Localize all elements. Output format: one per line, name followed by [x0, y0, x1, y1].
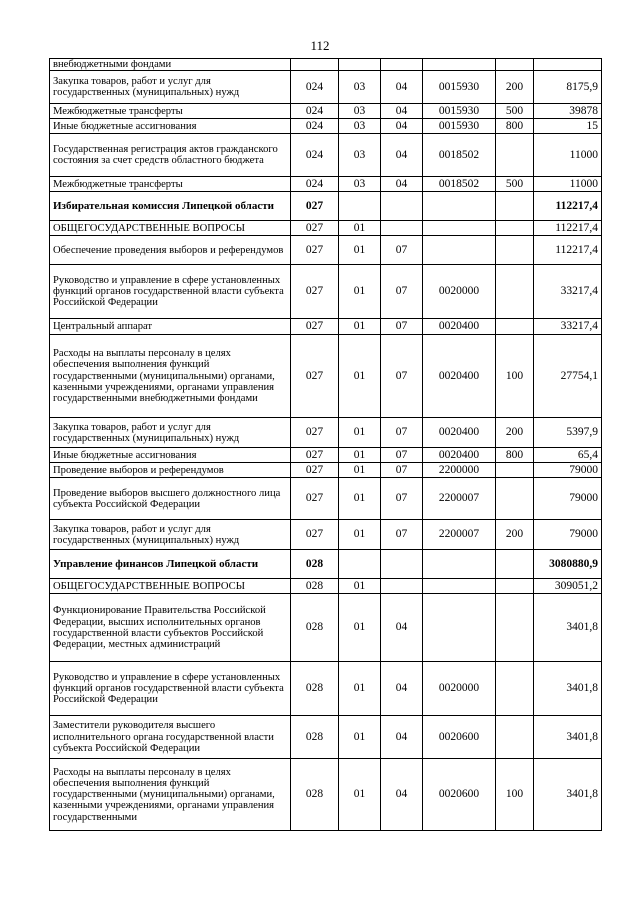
cell-amount: 79000 — [534, 478, 602, 520]
cell-name: Расходы на выплаты персоналу в целях обеспечения выполнения функций государственными (муниципальными) органами, казенными учреждениями, органами управления государственными внебюджетными фондами — [50, 335, 291, 418]
cell-ved: 027 — [291, 265, 339, 319]
cell-vr — [496, 550, 534, 579]
budget-table — [49, 58, 602, 831]
cell-amount — [534, 59, 602, 71]
cell-amount: 112217,4 — [534, 192, 602, 221]
cell-amount: 112217,4 — [534, 221, 602, 236]
cell-name: Избирательная комиссия Липецкой области — [50, 192, 291, 221]
cell-pr: 04 — [381, 119, 423, 134]
cell-rz: 01 — [339, 265, 381, 319]
cell-csr — [423, 192, 496, 221]
cell-name: Иные бюджетные ассигнования — [50, 448, 291, 463]
cell-ved: 028 — [291, 716, 339, 759]
table-row — [50, 59, 602, 71]
cell-rz: 01 — [339, 759, 381, 831]
cell-vr — [496, 236, 534, 265]
cell-rz: 01 — [339, 319, 381, 335]
cell-pr — [381, 579, 423, 594]
cell-name: Иные бюджетные ассигнования — [50, 119, 291, 134]
cell-csr: 0020000 — [423, 662, 496, 716]
cell-amount: 309051,2 — [534, 579, 602, 594]
cell-csr: 0015930 — [423, 119, 496, 134]
cell-ved: 027 — [291, 319, 339, 335]
cell-ved: 027 — [291, 192, 339, 221]
cell-vr: 100 — [496, 759, 534, 831]
cell-pr: 07 — [381, 463, 423, 478]
cell-ved: 027 — [291, 236, 339, 265]
cell-name: Центральный аппарат — [50, 319, 291, 335]
table-row — [50, 236, 602, 265]
cell-rz: 01 — [339, 716, 381, 759]
cell-name: Межбюджетные трансферты — [50, 177, 291, 192]
cell-vr — [496, 192, 534, 221]
cell-ved: 024 — [291, 71, 339, 104]
cell-csr — [423, 550, 496, 579]
cell-pr — [381, 221, 423, 236]
cell-rz: 03 — [339, 104, 381, 119]
cell-amount: 11000 — [534, 177, 602, 192]
cell-vr — [496, 478, 534, 520]
cell-vr — [496, 662, 534, 716]
cell-vr: 200 — [496, 71, 534, 104]
cell-amount: 15 — [534, 119, 602, 134]
cell-pr: 07 — [381, 236, 423, 265]
table-row — [50, 463, 602, 478]
cell-csr — [423, 59, 496, 71]
table-row — [50, 265, 602, 319]
cell-rz: 01 — [339, 594, 381, 662]
cell-rz: 01 — [339, 520, 381, 550]
cell-csr: 0020400 — [423, 319, 496, 335]
cell-csr: 0020600 — [423, 716, 496, 759]
cell-rz: 01 — [339, 463, 381, 478]
cell-name: Управление финансов Липецкой области — [50, 550, 291, 579]
cell-csr: 2200007 — [423, 478, 496, 520]
cell-ved: 028 — [291, 550, 339, 579]
cell-name: ОБЩЕГОСУДАРСТВЕННЫЕ ВОПРОСЫ — [50, 221, 291, 236]
cell-amount: 3401,8 — [534, 759, 602, 831]
cell-rz: 01 — [339, 448, 381, 463]
cell-vr: 500 — [496, 104, 534, 119]
cell-amount: 3401,8 — [534, 716, 602, 759]
cell-name: Закупка товаров, работ и услуг для государственных (муниципальных) нужд — [50, 71, 291, 104]
table-row — [50, 759, 602, 831]
cell-rz: 03 — [339, 71, 381, 104]
cell-ved: 027 — [291, 448, 339, 463]
cell-vr: 100 — [496, 335, 534, 418]
cell-vr — [496, 134, 534, 177]
cell-name: ОБЩЕГОСУДАРСТВЕННЫЕ ВОПРОСЫ — [50, 579, 291, 594]
cell-rz: 01 — [339, 662, 381, 716]
cell-ved: 027 — [291, 478, 339, 520]
cell-csr: 0020600 — [423, 759, 496, 831]
cell-vr — [496, 221, 534, 236]
cell-ved: 024 — [291, 119, 339, 134]
cell-pr: 04 — [381, 716, 423, 759]
cell-pr: 07 — [381, 520, 423, 550]
table-row — [50, 478, 602, 520]
cell-pr — [381, 192, 423, 221]
cell-name: Обеспечение проведения выборов и референдумов — [50, 236, 291, 265]
table-row — [50, 134, 602, 177]
cell-ved: 028 — [291, 759, 339, 831]
budget-table-body — [50, 59, 602, 831]
cell-pr: 04 — [381, 759, 423, 831]
cell-ved: 028 — [291, 579, 339, 594]
cell-ved: 028 — [291, 662, 339, 716]
cell-pr: 04 — [381, 134, 423, 177]
cell-vr — [496, 594, 534, 662]
cell-csr: 0018502 — [423, 134, 496, 177]
cell-pr: 04 — [381, 662, 423, 716]
cell-csr: 0015930 — [423, 104, 496, 119]
cell-amount: 65,4 — [534, 448, 602, 463]
cell-ved: 027 — [291, 221, 339, 236]
cell-rz — [339, 59, 381, 71]
cell-vr: 500 — [496, 177, 534, 192]
cell-ved — [291, 59, 339, 71]
cell-csr — [423, 594, 496, 662]
table-row — [50, 662, 602, 716]
cell-pr: 04 — [381, 177, 423, 192]
cell-amount: 3401,8 — [534, 662, 602, 716]
table-row — [50, 192, 602, 221]
cell-pr — [381, 59, 423, 71]
cell-csr — [423, 221, 496, 236]
cell-ved: 027 — [291, 520, 339, 550]
table-row — [50, 594, 602, 662]
cell-csr: 2200000 — [423, 463, 496, 478]
cell-csr: 0020400 — [423, 418, 496, 448]
table-row — [50, 177, 602, 192]
cell-rz — [339, 550, 381, 579]
table-row — [50, 335, 602, 418]
cell-rz: 01 — [339, 478, 381, 520]
cell-pr: 07 — [381, 319, 423, 335]
cell-name: Заместители руководителя высшего исполнительного органа государственной власти субъекта Российской Федерации — [50, 716, 291, 759]
cell-csr: 0020000 — [423, 265, 496, 319]
cell-amount: 33217,4 — [534, 265, 602, 319]
cell-pr: 07 — [381, 478, 423, 520]
cell-name: внебюджетными фондами — [50, 59, 291, 71]
cell-csr: 0020400 — [423, 448, 496, 463]
cell-amount: 112217,4 — [534, 236, 602, 265]
cell-csr: 0020400 — [423, 335, 496, 418]
table-row — [50, 221, 602, 236]
cell-amount: 8175,9 — [534, 71, 602, 104]
table-row — [50, 550, 602, 579]
cell-amount: 39878 — [534, 104, 602, 119]
cell-ved: 027 — [291, 418, 339, 448]
cell-amount: 3080880,9 — [534, 550, 602, 579]
cell-csr: 0015930 — [423, 71, 496, 104]
cell-name: Государственная регистрация актов гражданского состояния за счет средств областного бюджета — [50, 134, 291, 177]
cell-csr: 0018502 — [423, 177, 496, 192]
cell-amount: 79000 — [534, 463, 602, 478]
cell-amount: 33217,4 — [534, 319, 602, 335]
cell-vr — [496, 463, 534, 478]
cell-rz: 03 — [339, 119, 381, 134]
table-row — [50, 104, 602, 119]
cell-vr — [496, 59, 534, 71]
cell-ved: 027 — [291, 463, 339, 478]
cell-amount: 3401,8 — [534, 594, 602, 662]
cell-amount: 11000 — [534, 134, 602, 177]
cell-vr: 800 — [496, 119, 534, 134]
cell-csr: 2200007 — [423, 520, 496, 550]
cell-pr: 07 — [381, 448, 423, 463]
cell-rz: 01 — [339, 236, 381, 265]
cell-vr — [496, 579, 534, 594]
table-row — [50, 71, 602, 104]
cell-ved: 024 — [291, 134, 339, 177]
cell-ved: 028 — [291, 594, 339, 662]
table-row — [50, 418, 602, 448]
cell-name: Закупка товаров, работ и услуг для государственных (муниципальных) нужд — [50, 418, 291, 448]
table-row — [50, 520, 602, 550]
cell-pr — [381, 550, 423, 579]
cell-rz: 01 — [339, 418, 381, 448]
cell-ved: 024 — [291, 104, 339, 119]
table-row — [50, 716, 602, 759]
cell-amount: 27754,1 — [534, 335, 602, 418]
cell-name: Расходы на выплаты персоналу в целях обеспечения выполнения функций государственными (муниципальными) органами, казенными учреждениями, органами управления государственными — [50, 759, 291, 831]
cell-name: Руководство и управление в сфере установленных функций органов государственной власти субъекта Российской Федерации — [50, 265, 291, 319]
cell-rz: 01 — [339, 221, 381, 236]
cell-rz: 01 — [339, 335, 381, 418]
cell-name: Функционирование Правительства Российской Федерации, высших исполнительных органов государственной власти субъектов Российской Федерации, местных администраций — [50, 594, 291, 662]
cell-name: Проведение выборов высшего должностного лица субъекта Российской Федерации — [50, 478, 291, 520]
cell-rz — [339, 192, 381, 221]
cell-pr: 07 — [381, 418, 423, 448]
table-row — [50, 119, 602, 134]
cell-rz: 03 — [339, 177, 381, 192]
cell-name: Проведение выборов и референдумов — [50, 463, 291, 478]
cell-name: Закупка товаров, работ и услуг для государственных (муниципальных) нужд — [50, 520, 291, 550]
table-row — [50, 319, 602, 335]
cell-vr: 200 — [496, 418, 534, 448]
cell-csr — [423, 579, 496, 594]
cell-ved: 027 — [291, 335, 339, 418]
cell-csr — [423, 236, 496, 265]
cell-pr: 04 — [381, 104, 423, 119]
cell-vr — [496, 265, 534, 319]
table-row — [50, 448, 602, 463]
cell-pr: 07 — [381, 335, 423, 418]
cell-name: Межбюджетные трансферты — [50, 104, 291, 119]
cell-pr: 07 — [381, 265, 423, 319]
table-row — [50, 579, 602, 594]
cell-name: Руководство и управление в сфере установленных функций органов государственной власти субъекта Российской Федерации — [50, 662, 291, 716]
cell-rz: 03 — [339, 134, 381, 177]
cell-amount: 5397,9 — [534, 418, 602, 448]
cell-pr: 04 — [381, 71, 423, 104]
cell-vr: 800 — [496, 448, 534, 463]
cell-amount: 79000 — [534, 520, 602, 550]
cell-ved: 024 — [291, 177, 339, 192]
cell-rz: 01 — [339, 579, 381, 594]
cell-vr — [496, 716, 534, 759]
cell-pr: 04 — [381, 594, 423, 662]
cell-vr: 200 — [496, 520, 534, 550]
page-number: 112 — [310, 38, 330, 53]
cell-vr — [496, 319, 534, 335]
